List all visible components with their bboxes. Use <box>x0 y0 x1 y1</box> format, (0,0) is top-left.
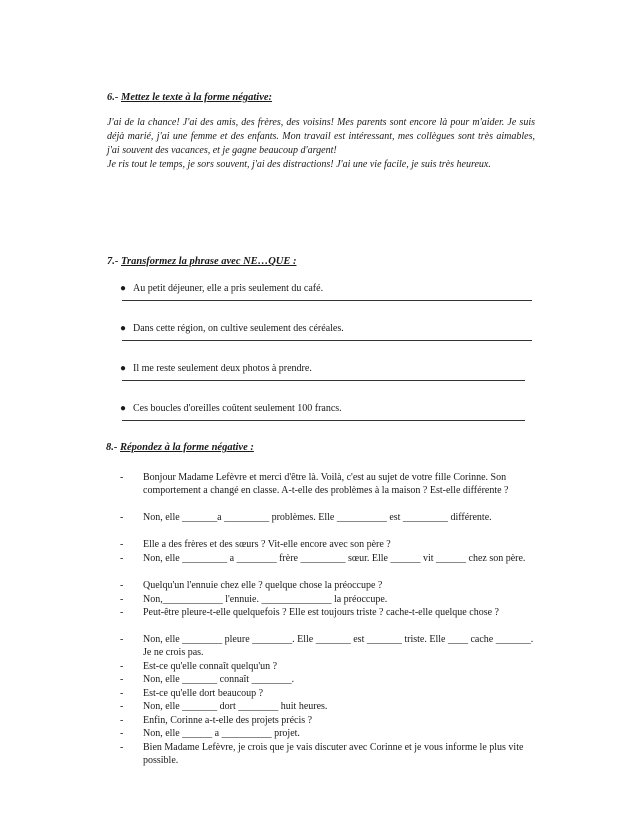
exercise-6-paragraph-2: Je ris tout le temps, je sors souvent, j'ai des distractions! J'ai une vie facile, je suis très heureux. <box>107 159 491 170</box>
exercise-6-text <box>107 116 535 172</box>
exercise-8-title <box>106 442 254 453</box>
answer-line[interactable] <box>122 380 525 381</box>
answer-line[interactable] <box>122 300 532 301</box>
exercise-7-heading: Transformez la phrase avec NE…QUE : <box>121 256 297 267</box>
answer-line[interactable] <box>122 420 525 421</box>
exercise-8-number: 8.- <box>106 442 118 453</box>
exercise-7-sentence: Au petit déjeuner, elle a pris seulement du café. <box>133 283 324 294</box>
bullet-icon: ● <box>120 363 127 374</box>
exercise-8-heading: Répondez à la forme négative : <box>120 442 254 453</box>
exercise-6-number: 6.- <box>107 92 119 103</box>
answer-line[interactable] <box>122 340 532 341</box>
bullet-icon: ● <box>120 403 127 414</box>
exercise-6-paragraph-1: J'ai de la chance! J'ai des amis, des frères, des voisins! Mes parents sont encore là pour m'aider. Je suis déjà marié, j'ai une femme et des enfants. Mon travail est intéressant, mes collègues sont très aimables, j'ai souvent des vacances, et je gagne beaucoup d'argent! <box>107 117 535 156</box>
exercise-7-sentence: Dans cette région, on cultive seulement des céréales. <box>133 323 344 334</box>
exercise-7-sentence: Il me reste seulement deux photos à prendre. <box>133 363 312 374</box>
exercise-6-heading: Mettez le texte à la forme négative: <box>121 92 273 103</box>
bullet-icon: ● <box>120 323 127 334</box>
exercise-7-number: 7.- <box>107 256 119 267</box>
bullet-icon: ● <box>120 283 127 294</box>
worksheet-page: 6.- Mettez le texte à la forme négative: J'ai de la chance! J'ai des amis, des frères, des voisins! Mes parents sont encore là pour m'aider. Je suis déjà marié, j'ai une femme et des enfants. Mon travail est intéressant, mes collègues sont très aimables, j'ai souvent des vacances, et je gagne beaucoup d'argent! Je ris tout le temps, je sors souvent, j'ai des distractions! J'ai une vie facile, je suis très heureux. 7.- Transformez la phrase avec NE…QUE : ● Au petit déjeuner, elle a pris seulement du café. ● Dans cette région, on cultive seulement des céréales. ● Il me reste seulement deux photos à prendre. ● Ces boucles d'oreilles coûtent seulement 100 francs. 8.- Répondez à la forme négative : - Bonjour Madame Lefèvre et merci d'être là. Voilà, c'est au sujet de votre fille Corinne. Son comportement a changé en classe. A-t-elle des problèmes à la maison ? Est-elle différente ? - Non, elle _______a _________ problèmes. Elle __________ est _________ différente. - Elle a des frères et des sœurs ? Vit-elle encore avec son père ? - Non, elle _________ a ________ frère _________ sœur. Elle ______ vit ______ chez son père. - Quelqu'un l'ennuie chez elle ? quelque chose la préoccupe ? - Non,____________ l'ennuie. ______________ la préoccupe. - Peut-être pleure-t-elle quelquefois ? Elle est toujours triste ? cache-t-elle quelque chose ? - Non, elle ________ pleure ________. Elle _______ est _______ triste. Elle ____ cache _______. Je ne crois pas. - Est-ce qu'elle connaît quelqu'un ? - Non, elle _______ connaît ________. - Est-ce qu'elle dort beaucoup ? - Non, elle _______ dort ________ huit heures. - Enfin, Corinne a-t-elle des projets précis ? - Non, elle ______ a __________ projet. - Bien Madame Lefèvre, je crois que je vais discuter avec Corinne et je vous informe le plus vite possible. <box>106 92 535 767</box>
exercise-7-sentence: Ces boucles d'oreilles coûtent seulement 100 francs. <box>133 403 342 414</box>
exercise-7-title <box>107 256 296 267</box>
exercise-6-title <box>107 92 272 103</box>
